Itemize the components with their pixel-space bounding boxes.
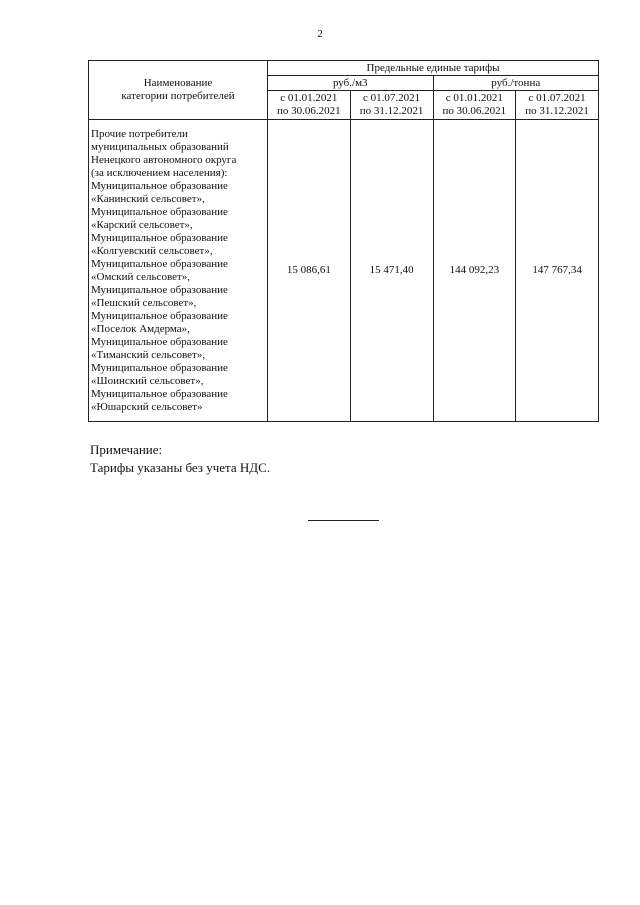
tariff-value: 15 471,40 <box>350 120 433 422</box>
category-line: Муниципальное образование <box>91 361 228 374</box>
period-start: с 01.07.2021 <box>528 92 586 104</box>
category-line: «Канинский сельсовет», <box>91 192 205 205</box>
note-block <box>90 441 270 477</box>
tariff-header: Предельные единые тарифы <box>268 61 599 76</box>
category-line: «Омский сельсовет», <box>91 270 191 283</box>
category-line: Муниципальное образование <box>91 231 228 244</box>
category-cell <box>89 120 268 422</box>
category-line: Прочие потребители <box>91 127 188 140</box>
period-end: по 31.12.2021 <box>525 105 589 117</box>
category-line: Муниципальное образование <box>91 387 228 400</box>
category-line: (за исключением населения): <box>91 166 228 179</box>
category-line: «Пешский сельсовет», <box>91 296 197 309</box>
period-header <box>268 91 351 120</box>
category-line: Муниципальное образование <box>91 179 228 192</box>
end-divider <box>308 520 379 521</box>
category-line: Муниципальное образование <box>91 283 228 296</box>
category-line: муниципальных образований <box>91 140 229 153</box>
category-line: «Поселок Амдерма», <box>91 322 190 335</box>
category-line: «Шоинский сельсовет», <box>91 374 204 387</box>
period-end: по 30.06.2021 <box>442 105 507 117</box>
category-line: Муниципальное образование <box>91 257 228 270</box>
tariff-value: 144 092,23 <box>433 120 516 422</box>
category-header-line-2: категории потребителей <box>121 90 235 102</box>
tariff-value: 147 767,34 <box>516 120 599 422</box>
category-line: Муниципальное образование <box>91 309 228 322</box>
period-end: по 31.12.2021 <box>359 105 424 117</box>
category-line: Муниципальное образование <box>91 335 228 348</box>
note-title: Примечание: <box>90 442 163 457</box>
page-number: 2 <box>317 28 323 40</box>
unit-header-m3: руб./м3 <box>268 76 434 91</box>
period-start: с 01.01.2021 <box>280 92 338 104</box>
category-line: «Юшарский сельсовет» <box>91 400 203 413</box>
note-text: Тарифы указаны без учета НДС. <box>90 460 271 475</box>
category-line: «Колгуевский сельсовет», <box>91 244 213 257</box>
category-header-line-1: Наименование <box>143 77 213 89</box>
category-header <box>89 61 268 120</box>
category-line: «Карский сельсовет», <box>91 218 193 231</box>
table-row <box>89 120 599 422</box>
unit-header-tonne: руб./тонна <box>433 76 599 91</box>
tariff-table <box>88 60 599 422</box>
period-header <box>350 91 433 120</box>
tariff-value: 15 086,61 <box>268 120 351 422</box>
period-end: по 30.06.2021 <box>277 105 341 117</box>
period-start: с 01.01.2021 <box>445 92 503 104</box>
category-line: Ненецкого автономного округа <box>91 153 237 166</box>
period-start: с 01.07.2021 <box>363 92 421 104</box>
period-header <box>433 91 516 120</box>
category-line: Муниципальное образование <box>91 205 228 218</box>
category-line: «Тиманский сельсовет», <box>91 348 206 361</box>
period-header <box>516 91 599 120</box>
